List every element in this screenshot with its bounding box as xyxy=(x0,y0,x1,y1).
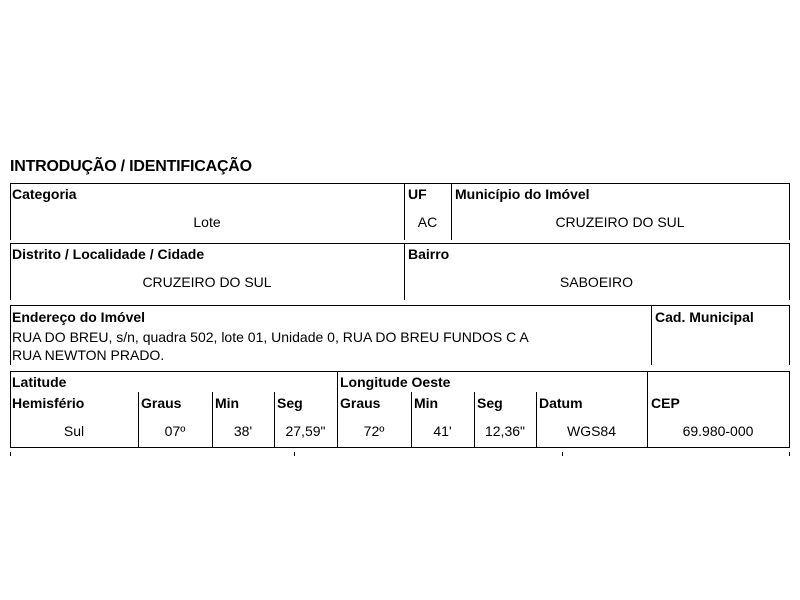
lon-seg-value: 12,36" xyxy=(484,423,525,439)
bottom-tick xyxy=(294,452,295,456)
lat-graus-value: 07º xyxy=(164,423,186,439)
row2-left-border xyxy=(10,243,11,300)
bairro-label: Bairro xyxy=(408,246,450,262)
lon-min-label: Min xyxy=(414,395,439,411)
cep-value: 69.980-000 xyxy=(682,423,754,439)
lat-min-value: 38' xyxy=(233,423,253,439)
row2-divider-bairro xyxy=(404,243,405,300)
lon-graus-value: 72º xyxy=(363,423,385,439)
row1-divider-municipio xyxy=(451,183,452,240)
bottom-tick xyxy=(10,452,11,456)
categoria-label: Categoria xyxy=(12,186,77,202)
section-title: INTRODUÇÃO / IDENTIFICAÇÃO xyxy=(10,158,252,175)
row2-right-border xyxy=(789,243,790,300)
lat-min-label: Min xyxy=(215,395,240,411)
hemisferio-value: Sul xyxy=(63,423,85,439)
bairro-value: SABOEIRO xyxy=(559,274,634,290)
row1-right-border xyxy=(789,183,790,240)
bottom-tick xyxy=(789,452,790,456)
row4-bottom-border xyxy=(10,447,790,448)
datum-label: Datum xyxy=(539,395,583,411)
row1-divider-uf xyxy=(404,183,405,240)
row2-top-border xyxy=(10,243,790,244)
hemisferio-label: Hemisfério xyxy=(12,395,85,411)
uf-value: AC xyxy=(417,214,438,230)
endereco-line-2: RUA NEWTON PRADO. xyxy=(12,347,165,363)
lon-min-value: 41' xyxy=(433,423,452,439)
latitude-label: Latitude xyxy=(12,374,67,390)
row1-left-border xyxy=(10,183,11,240)
lat-seg-value: 27,59" xyxy=(285,423,326,439)
lat-seg-label: Seg xyxy=(277,395,303,411)
distrito-label: Distrito / Localidade / Cidade xyxy=(12,246,205,262)
row1-top-border xyxy=(10,183,790,184)
longitude-label: Longitude Oeste xyxy=(340,374,451,390)
municipio-value: CRUZEIRO DO SUL xyxy=(555,214,685,230)
distrito-value: CRUZEIRO DO SUL xyxy=(142,274,272,290)
lon-graus-label: Graus xyxy=(340,395,381,411)
row3-right-border xyxy=(789,305,790,365)
row3-top-border xyxy=(10,305,790,306)
row3-left-border xyxy=(10,305,11,365)
lat-graus-label: Graus xyxy=(141,395,182,411)
row3-divider-cad xyxy=(651,305,652,365)
endereco-line-1: RUA DO BREU, s/n, quadra 502, lote 01, Unidade 0, RUA DO BREU FUNDOS C A xyxy=(12,329,529,345)
cad-municipal-label: Cad. Municipal xyxy=(655,309,754,325)
bottom-tick xyxy=(562,452,563,456)
row4-top-border xyxy=(10,371,790,372)
row4-right-border xyxy=(789,371,790,447)
uf-label: UF xyxy=(408,186,427,202)
lon-seg-label: Seg xyxy=(477,395,503,411)
municipio-label: Município do Imóvel xyxy=(455,186,590,202)
endereco-label: Endereço do Imóvel xyxy=(12,309,146,325)
cep-label: CEP xyxy=(651,395,680,411)
categoria-value: Lote xyxy=(193,214,221,230)
datum-value: WGS84 xyxy=(566,423,616,439)
